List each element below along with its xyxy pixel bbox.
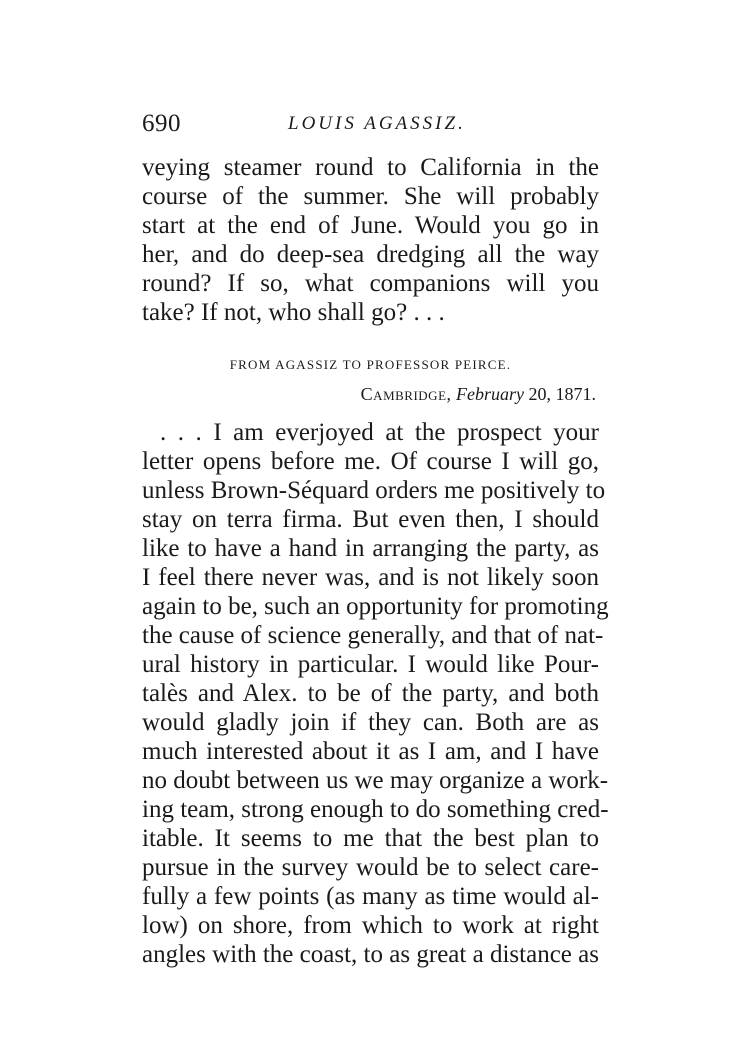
letter-place: Cambridge, (360, 384, 452, 404)
text-line: veying steamer round to California in the (142, 154, 599, 181)
text-line: like to have a hand in arranging the party, as (142, 535, 599, 562)
text-line: pursue in the survey would be to select care- (142, 854, 599, 881)
text-line: stay on terra firma. But even then, I should (142, 506, 599, 533)
text-line: talès and Alex. to be of the party, and both (142, 680, 599, 707)
text-line: round? If so, what companions will you (142, 270, 599, 297)
text-line: ing team, strong enough to do something cred- (142, 796, 609, 823)
text-line: ural history in particular. I would like Pour- (142, 651, 599, 678)
text-line: again to be, such an opportunity for promoting (142, 593, 609, 620)
text-line: unless Brown-Séquard orders me positively to (142, 477, 606, 504)
text-line: no doubt between us we may organize a work- (142, 767, 609, 794)
text-line: letter opens before me. Of course I will go, (142, 448, 599, 475)
text-line: would gladly join if they can. Both are as (142, 709, 599, 736)
letter-month: February (456, 384, 524, 404)
text-line: itable. It seems to me that the best plan to (142, 825, 599, 852)
text-line: I feel there never was, and is not likely soon (142, 564, 599, 591)
page-header (142, 110, 602, 144)
text-line: the cause of science generally, and that of nat- (142, 622, 604, 649)
letter-body (142, 418, 609, 969)
letter-day-year: 20, 1871. (528, 384, 596, 404)
text-line: her, and do deep-sea dredging all the way (142, 241, 599, 268)
intro-paragraph (142, 153, 599, 327)
text-line: much interested about it as I am, and I have (142, 738, 599, 765)
letter-dateline (142, 384, 596, 405)
letter-heading: FROM AGASSIZ TO PROFESSOR PEIRCE. (229, 357, 512, 372)
text-line: angles with the coast, to as great a distance as (142, 941, 599, 968)
text-line: . . . I am everjoyed at the prospect your (160, 419, 599, 446)
running-head: LOUIS AGASSIZ. (288, 113, 466, 134)
page-number: 690 (142, 110, 181, 137)
text-line: fully a few points (as many as time would al- (142, 883, 599, 910)
text-line: course of the summer. She will probably (142, 183, 599, 210)
text-line: start at the end of June. Would you go in (142, 212, 599, 239)
text-line: low) on shore, from which to work at right (142, 912, 599, 939)
text-line: take? If not, who shall go? . . . (142, 299, 445, 326)
